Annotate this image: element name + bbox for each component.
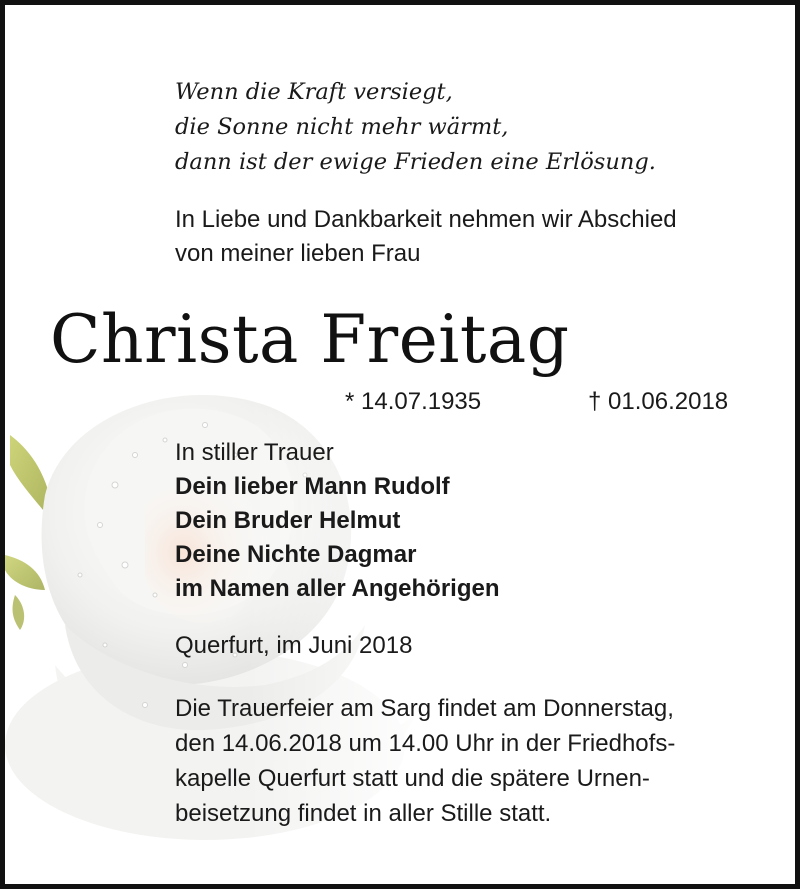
mourner-name: im Namen aller Angehörigen (175, 575, 500, 602)
funeral-line: kapelle Querfurt statt und die spätere Urnen- (175, 765, 650, 792)
mourning-heading: In stiller Trauer (175, 439, 334, 466)
funeral-line: beisetzung findet in aller Stille statt. (175, 800, 552, 827)
poem-line: dann ist der ewige Frieden eine Erlösung. (175, 149, 656, 175)
intro-line: von meiner lieben Frau (175, 240, 421, 267)
funeral-line: den 14.06.2018 um 14.00 Uhr in der Friedhofs- (175, 730, 676, 757)
place-and-date: Querfurt, im Juni 2018 (175, 632, 413, 659)
poem (175, 75, 656, 180)
poem-line: Wenn die Kraft versiegt, (175, 79, 453, 105)
mourner-name: Dein Bruder Helmut (175, 507, 401, 534)
funeral-line: Die Trauerfeier am Sarg findet am Donnerstag, (175, 695, 674, 722)
death-date: † 01.06.2018 (588, 388, 729, 415)
mourner-name: Deine Nichte Dagmar (175, 541, 417, 568)
mourner-name: Dein lieber Mann Rudolf (175, 473, 450, 500)
poem-line: die Sonne nicht mehr wärmt, (175, 114, 509, 140)
birth-date: * 14.07.1935 (345, 388, 482, 415)
funeral-notice (175, 691, 675, 831)
mourners-block (175, 436, 500, 606)
farewell-intro (175, 203, 677, 271)
deceased-name: Christa Freitag (50, 301, 570, 378)
intro-line: In Liebe und Dankbarkeit nehmen wir Abschied (175, 206, 677, 233)
